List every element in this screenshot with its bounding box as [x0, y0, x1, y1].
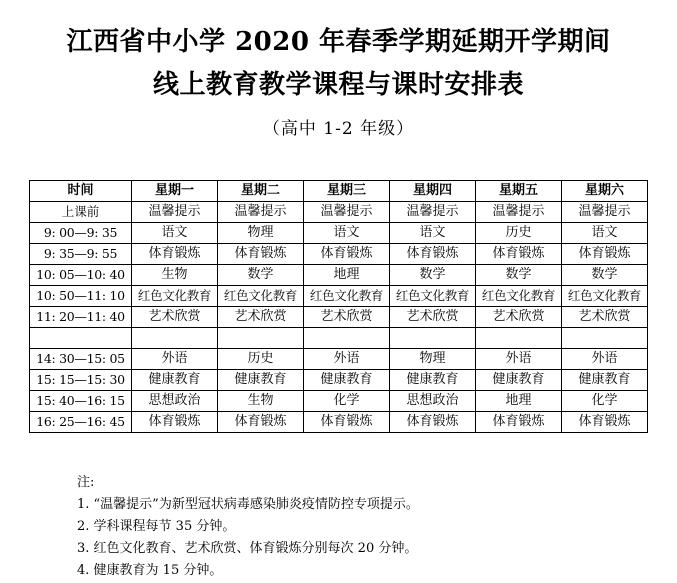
- note-item: 4. 健康教育为 15 分钟。: [77, 563, 223, 578]
- document-title-line-1: 江西省中小学 2020 年春季学期延期开学期间: [66, 27, 611, 57]
- time-cell: [30, 328, 132, 349]
- subject-cell: 语文: [390, 223, 476, 244]
- note-item: 2. 学科课程每节 35 分钟。: [77, 519, 236, 534]
- note-item: 1. “温馨提示”为新型冠状病毒感染肺炎疫情防控专项提示。: [77, 497, 419, 512]
- subject-cell: 体育锻炼: [304, 244, 390, 265]
- table-row: [30, 412, 648, 433]
- table-row: [30, 286, 648, 307]
- grade-subtitle: （高中 1-2 年级）: [262, 119, 415, 139]
- subject-cell: 外语: [304, 349, 390, 370]
- table-row: [30, 328, 648, 349]
- time-cell: 14: 30—15: 05: [30, 349, 132, 370]
- table-row: [30, 349, 648, 370]
- subject-cell: 体育锻炼: [304, 412, 390, 433]
- subject-cell: 思想政治: [390, 391, 476, 412]
- subject-cell: 艺术欣赏: [562, 307, 648, 328]
- subject-cell: 体育锻炼: [562, 412, 648, 433]
- subject-cell: 体育锻炼: [476, 244, 562, 265]
- time-cell: 15: 40—16: 15: [30, 391, 132, 412]
- time-cell: 10: 50—11: 10: [30, 286, 132, 307]
- document-title-line-2: 线上教育教学课程与课时安排表: [152, 70, 524, 100]
- subject-cell: 化学: [304, 391, 390, 412]
- table-row: [30, 244, 648, 265]
- subject-cell: 体育锻炼: [476, 412, 562, 433]
- subject-cell: 地理: [476, 391, 562, 412]
- subject-cell: 健康教育: [476, 370, 562, 391]
- subject-cell: 健康教育: [132, 370, 218, 391]
- subject-cell: 体育锻炼: [218, 412, 304, 433]
- time-cell: 9: 35—9: 55: [30, 244, 132, 265]
- subject-cell: 外语: [562, 349, 648, 370]
- subject-cell: 艺术欣赏: [304, 307, 390, 328]
- subject-cell: 体育锻炼: [390, 244, 476, 265]
- table-row: [30, 202, 648, 223]
- subject-cell: 红色文化教育: [304, 286, 390, 307]
- subject-cell: 化学: [562, 391, 648, 412]
- subject-cell: 体育锻炼: [390, 412, 476, 433]
- subject-cell: 红色文化教育: [562, 286, 648, 307]
- subject-cell: 红色文化教育: [476, 286, 562, 307]
- subject-cell: 语文: [562, 223, 648, 244]
- subject-cell: 温馨提示: [132, 202, 218, 223]
- time-cell: 10: 05—10: 40: [30, 265, 132, 286]
- subject-cell: 地理: [304, 265, 390, 286]
- subject-cell: 历史: [476, 223, 562, 244]
- subject-cell: [132, 328, 218, 349]
- time-cell: 9: 00—9: 35: [30, 223, 132, 244]
- subject-cell: 温馨提示: [476, 202, 562, 223]
- subject-cell: 温馨提示: [304, 202, 390, 223]
- subject-cell: 红色文化教育: [218, 286, 304, 307]
- subject-cell: 温馨提示: [390, 202, 476, 223]
- subject-cell: 历史: [218, 349, 304, 370]
- subject-cell: 外语: [132, 349, 218, 370]
- subject-cell: 红色文化教育: [390, 286, 476, 307]
- header-tuesday: 星期二: [218, 181, 304, 202]
- time-cell: 16: 25—16: 45: [30, 412, 132, 433]
- subject-cell: 红色文化教育: [132, 286, 218, 307]
- subject-cell: 体育锻炼: [132, 244, 218, 265]
- subject-cell: [390, 328, 476, 349]
- subject-cell: 体育锻炼: [562, 244, 648, 265]
- header-monday: 星期一: [132, 181, 218, 202]
- subject-cell: 生物: [218, 391, 304, 412]
- table-row: [30, 223, 648, 244]
- table-row: [30, 370, 648, 391]
- subject-cell: 艺术欣赏: [390, 307, 476, 328]
- table-row: [30, 307, 648, 328]
- header-wednesday: 星期三: [304, 181, 390, 202]
- subject-cell: 艺术欣赏: [476, 307, 562, 328]
- subject-cell: [304, 328, 390, 349]
- notes-section: [77, 472, 419, 582]
- subject-cell: 物理: [390, 349, 476, 370]
- subject-cell: 健康教育: [304, 370, 390, 391]
- subject-cell: 健康教育: [218, 370, 304, 391]
- subject-cell: 外语: [476, 349, 562, 370]
- subject-cell: 温馨提示: [562, 202, 648, 223]
- time-cell: 15: 15—15: 30: [30, 370, 132, 391]
- subject-cell: 语文: [132, 223, 218, 244]
- subject-cell: [562, 328, 648, 349]
- subject-cell: 温馨提示: [218, 202, 304, 223]
- subject-cell: 艺术欣赏: [218, 307, 304, 328]
- table-header-row: [30, 181, 648, 202]
- header-saturday: 星期六: [562, 181, 648, 202]
- subject-cell: 生物: [132, 265, 218, 286]
- table-row: [30, 265, 648, 286]
- table-row: [30, 391, 648, 412]
- time-cell: 11: 20—11: 40: [30, 307, 132, 328]
- note-item: 3. 红色文化教育、艺术欣赏、体育锻炼分别每次 20 分钟。: [77, 541, 418, 556]
- subject-cell: 思想政治: [132, 391, 218, 412]
- header-friday: 星期五: [476, 181, 562, 202]
- notes-heading: 注:: [77, 475, 95, 490]
- subject-cell: 健康教育: [390, 370, 476, 391]
- subject-cell: [476, 328, 562, 349]
- header-thursday: 星期四: [390, 181, 476, 202]
- subject-cell: 数学: [390, 265, 476, 286]
- subject-cell: 物理: [218, 223, 304, 244]
- time-cell: 上课前: [30, 202, 132, 223]
- subject-cell: 语文: [304, 223, 390, 244]
- subject-cell: 健康教育: [562, 370, 648, 391]
- subject-cell: 数学: [562, 265, 648, 286]
- subject-cell: 体育锻炼: [132, 412, 218, 433]
- subject-cell: 体育锻炼: [218, 244, 304, 265]
- subject-cell: 数学: [218, 265, 304, 286]
- subject-cell: [218, 328, 304, 349]
- header-time: 时间: [30, 181, 132, 202]
- subject-cell: 数学: [476, 265, 562, 286]
- schedule-table: [29, 180, 648, 433]
- subject-cell: 艺术欣赏: [132, 307, 218, 328]
